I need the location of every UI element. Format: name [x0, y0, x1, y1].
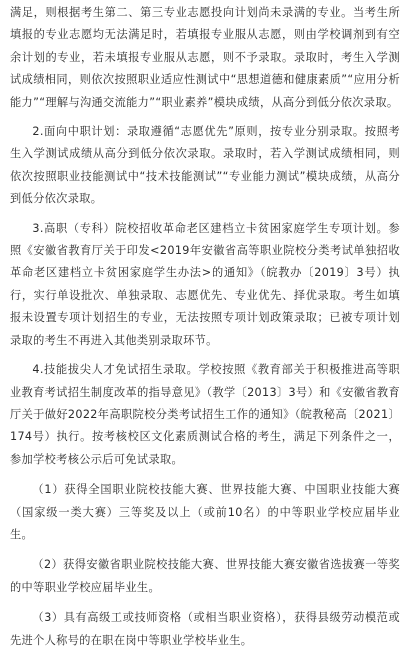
paragraph-condition-2: （2）获得安徽省职业院校技能大赛、世界技能大赛安徽省选拔赛一等奖的中等职业学校应届毕业生。 [10, 558, 400, 594]
document-body [10, 2, 400, 652]
paragraph-vocational-plan: 2.面向中职计划：录取遵循“志愿优先”原则，按专业分别录取。按照考生入学测试成绩从高分到低分依次录取。录取时，若入学测试成绩相同，则依次按照职业技能测试中“技术技能测试”“专业能力测试”模块成绩，从高分到低分依次录取。 [10, 125, 400, 206]
paragraph-skill-talent: 4.技能拔尖人才免试招生录取。学校按照《教育部关于积极推进高等职业教育考试招生制度改革的指导意见》（教学〔2013〕3号）和《安徽省教育厅关于做好2022年高职院校分类考试招生工作的通知》（皖教秘高〔2021〕174号）执行。按考核校区文化素质测试合格的考生，满足下列条件之一，参加学校考核公示后可免试录取。 [10, 363, 400, 466]
paragraph-condition-1: （1）获得全国职业院校技能大赛、世界技能大赛、中国职业技能大赛（国家级一类大赛）三等奖及以上（或前10名）的中等职业学校应届毕业生。 [10, 483, 400, 541]
paragraph-condition-3: （3）具有高级工或技师资格（或相当职业资格），获得县级劳动模范或先进个人称号的在职在岗中等职业学校毕业生。 [10, 611, 400, 647]
paragraph-special-plan: 3.高职（专科）院校招收革命老区建档立卡贫困家庭学生专项计划。参照《安徽省教育厅关于印发<2019年安徽省高等职业院校分类考试单独招收革命老区建档立卡贫困家庭学生办法>的通知》（皖教办〔2019〕3号）执行，实行单设批次、单独录取、志愿优先、专业优先、择优录取。考生如填报未设置专项计划招生的专业，无法按照专项计划政策录取；已被专项计划录取的考生不再进入其他类别录取环节。 [10, 221, 400, 347]
paragraph-undergraduate-rules: 满足，则根据考生第二、第三专业志愿投向计划尚未录满的专业。当考生所填报的专业志愿均无法满足时，若填报专业服从志愿，则由学校调剂到有空余计划的专业，若未填报专业服从志愿，则不予录取。录取时，考生入学测试成绩相同，则依次按照职业适应性测试中“思想道德和健康素质”“应用分析能力”“理解与沟通交流能力”“职业素养”模块成绩，从高分到低分依次录取。 [10, 6, 400, 109]
